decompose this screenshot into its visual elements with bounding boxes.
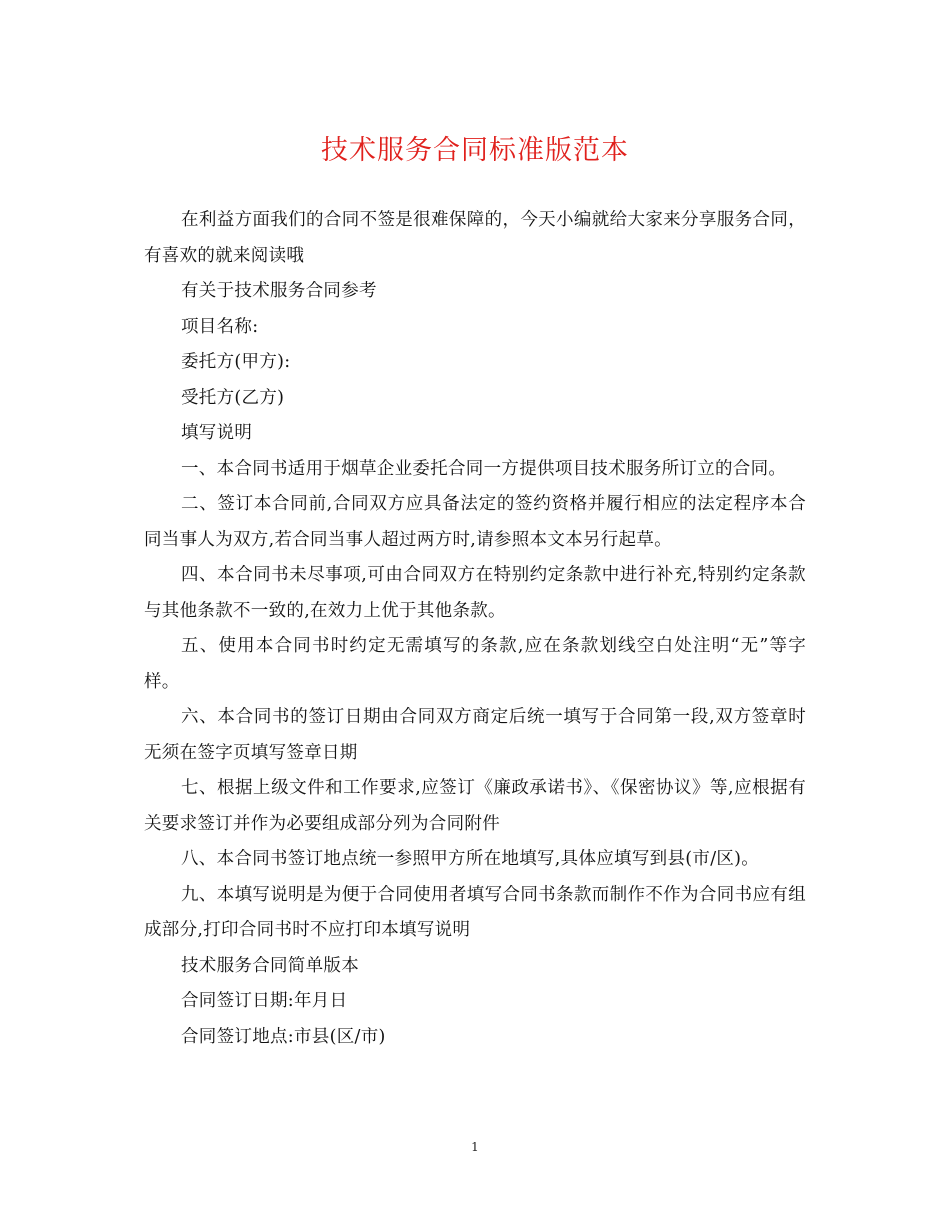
document-title: 技术服务合同标准版范本	[321, 135, 629, 166]
signing-date-line: 合同签订日期:年月日	[181, 991, 348, 1011]
page-number: 1	[471, 1140, 479, 1154]
simple-version-heading: 技术服务合同简单版本	[181, 955, 359, 976]
instruction-item: 九、本填写说明是为便于合同使用者填写合同书条款而制作不作为合同书应有组成部分,打印合同书时不应打印本填写说明	[144, 884, 806, 940]
signing-location-line: 合同签订地点:市县(区/市)	[181, 1026, 386, 1047]
instruction-item: 七、根据上级文件和工作要求,应签订《廉政承诺书》、《保密协议》等,应根据有关要求签订并作为必要组成部分列为合同附件	[144, 778, 806, 834]
instruction-item: 二、签订本合同前,合同双方应具备法定的签约资格并履行相应的法定程序本合同当事人为双方,若合同当事人超过两方时,请参照本文本另行起草。	[144, 494, 806, 550]
reference-heading: 有关于技术服务合同参考	[181, 281, 377, 301]
intro-paragraph: 在利益方面我们的合同不签是很难保障的，今天小编就给大家来分享服务合同，有喜欢的就来阅读哦	[144, 210, 806, 266]
instruction-item: 八、本合同书签订地点统一参照甲方所在地填写,具体应填写到县(市/区)。	[181, 849, 760, 869]
instruction-item: 五、使用本合同书时约定无需填写的条款,应在条款划线空白处注明“无”等字样。	[144, 636, 806, 692]
client-party-line: 委托方(甲方):	[181, 352, 291, 372]
contractor-party-line: 受托方(乙方)	[181, 387, 285, 408]
instruction-item: 四、本合同书未尽事项,可由合同双方在特别约定条款中进行补充,特别约定条款与其他条款不一致的,在效力上优于其他条款。	[144, 565, 806, 621]
instructions-heading: 填写说明	[181, 423, 253, 443]
document-body	[144, 203, 806, 1055]
project-name-line: 项目名称:	[181, 316, 259, 337]
instruction-item: 六、本合同书的签订日期由合同双方商定后统一填写于合同第一段,双方签章时无须在签字页填写签章日期	[144, 707, 806, 763]
instruction-item: 一、本合同书适用于烟草企业委托合同一方提供项目技术服务所订立的合同。	[181, 458, 787, 479]
